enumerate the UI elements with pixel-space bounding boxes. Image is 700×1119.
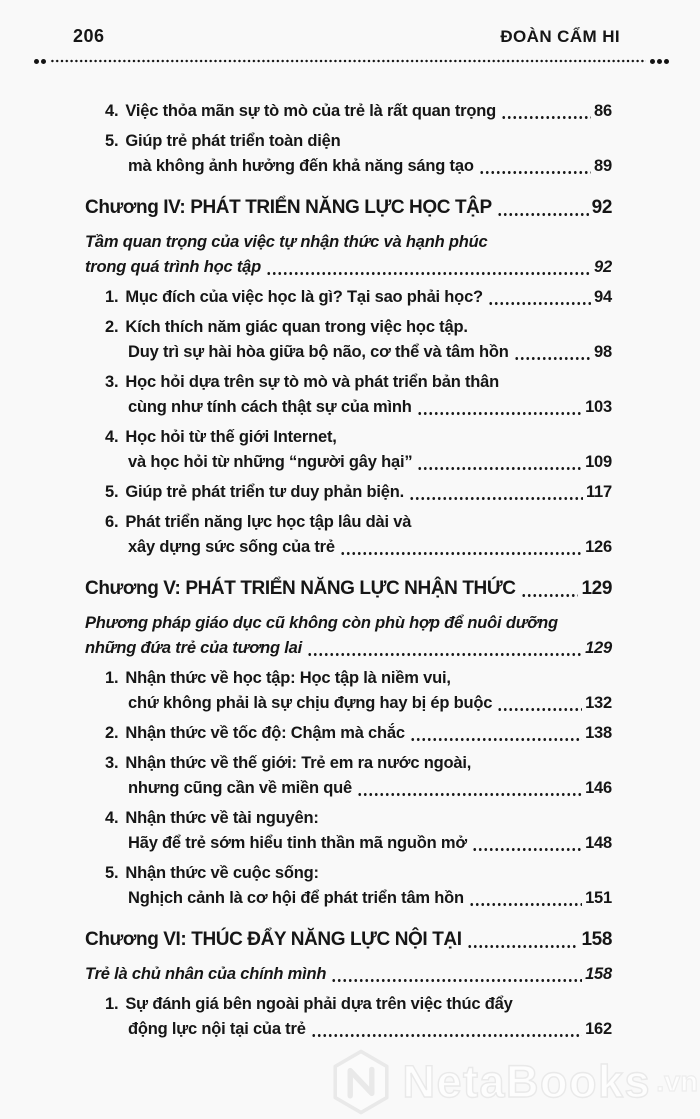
item-title-continued: Hãy để trẻ sớm hiểu tinh thần mã nguồn mở — [128, 834, 467, 852]
page-ref: 86 — [594, 102, 612, 120]
toc-item-row — [105, 751, 612, 801]
watermark-brand: NetaBooks — [402, 1056, 652, 1107]
item-number: 2. — [105, 318, 119, 336]
toc-line — [128, 340, 612, 365]
item-title: Học hỏi dựa trên sự tò mò và phát triển bản thân — [125, 373, 500, 391]
page-ref: 109 — [585, 453, 612, 471]
page-ref: 129 — [581, 578, 612, 599]
item-title: Việc thỏa mãn sự tò mò của trẻ là rất quan trọng — [125, 102, 496, 120]
page-ref: 162 — [585, 1020, 612, 1038]
toc-line — [128, 450, 612, 475]
divider-end-dot — [34, 59, 39, 64]
table-of-contents — [0, 64, 700, 1042]
item-title-continued: động lực nội tại của trẻ — [128, 1020, 306, 1038]
toc-line — [105, 861, 612, 886]
item-title-continued: Duy trì sự hài hòa giữa bộ não, cơ thể và tâm hồn — [128, 343, 509, 361]
toc-line — [105, 370, 612, 395]
toc-line — [85, 962, 612, 987]
dot-leader — [479, 171, 591, 174]
dot-leader — [410, 738, 582, 741]
toc-line — [105, 480, 612, 505]
page-ref: 98 — [594, 343, 612, 361]
page-ref: 151 — [585, 889, 612, 907]
toc-line — [85, 194, 612, 221]
netabooks-hexagon-logo-icon — [331, 1049, 391, 1115]
toc-item-row — [105, 285, 612, 310]
toc-line — [105, 751, 612, 776]
toc-chapter-row — [85, 575, 612, 602]
toc-line — [105, 721, 612, 746]
toc-line — [128, 395, 612, 420]
toc-line — [85, 230, 612, 255]
page-header — [0, 0, 700, 47]
page-ref: 89 — [594, 157, 612, 175]
watermark-domain: .vn — [656, 1065, 698, 1098]
item-number: 1. — [105, 288, 119, 306]
page-ref: 117 — [585, 483, 612, 501]
item-title-continued: xây dựng sức sống của trẻ — [128, 538, 335, 556]
item-title: Phát triển năng lực học tập lâu dài và — [125, 513, 412, 531]
subtitle-text: Trẻ là chủ nhân của chính mình — [85, 965, 327, 983]
toc-line — [128, 886, 612, 911]
item-title: Nhận thức về thế giới: Trẻ em ra nước ngoài, — [125, 754, 472, 772]
item-title: Mục đích của việc học là gì? Tại sao phải học? — [125, 288, 483, 306]
page-ref: 158 — [585, 965, 612, 983]
subtitle-text: Phương pháp giáo dục cũ không còn phù hợp để nuôi dưỡng — [85, 614, 558, 632]
item-title-continued: mà không ảnh hưởng đến khả năng sáng tạo — [128, 157, 474, 175]
toc-item-row — [105, 425, 612, 475]
dot-leader — [417, 467, 582, 470]
page-number: 206 — [73, 26, 105, 46]
toc-item-row — [105, 370, 612, 420]
toc-line — [85, 575, 612, 602]
page-ref: 129 — [585, 639, 612, 657]
toc-line — [128, 1017, 612, 1042]
item-number: 6. — [105, 513, 119, 531]
item-title: Sự đánh giá bên ngoài phải dựa trên việc thúc đẩy — [125, 995, 513, 1013]
toc-line — [128, 776, 612, 801]
toc-subtitle-row — [85, 962, 612, 987]
page-ref: 94 — [594, 288, 612, 306]
divider-end-dot — [650, 59, 655, 64]
item-title: Nhận thức về học tập: Học tập là niềm vui, — [125, 669, 451, 687]
chapter-title: Chương V: PHÁT TRIỂN NĂNG LỰC NHẬN THỨC — [85, 578, 516, 599]
item-title-continued: chứ không phải là sự chịu đựng hay bị ép buộc — [128, 694, 493, 712]
dot-leader — [497, 708, 582, 711]
item-title: Nhận thức về tài nguyên: — [125, 809, 319, 827]
toc-item-row — [105, 666, 612, 716]
item-number: 5. — [105, 864, 119, 882]
dot-leader — [514, 357, 591, 360]
subtitle-text-continued: những đứa trẻ của tương lai — [85, 639, 303, 657]
dot-leader — [311, 1034, 582, 1037]
toc-line — [105, 285, 612, 310]
item-title: Học hỏi từ thế giới Internet, — [125, 428, 337, 446]
toc-item-row — [105, 992, 612, 1042]
item-title: Giúp trẻ phát triển toàn diện — [125, 132, 341, 150]
subtitle-text-continued: trong quá trình học tập — [85, 258, 261, 276]
item-title-continued: nhưng cũng cần về miền quê — [128, 779, 353, 797]
toc-chapter-row — [85, 926, 612, 953]
dot-leader — [340, 552, 582, 555]
subtitle-text: Tầm quan trọng của việc tự nhận thức và hạnh phúc — [85, 233, 488, 251]
toc-line — [128, 831, 612, 856]
item-number: 4. — [105, 428, 119, 446]
dot-leader — [472, 848, 582, 851]
toc-chapter-row — [85, 194, 612, 221]
item-number: 3. — [105, 754, 119, 772]
toc-line — [85, 255, 612, 280]
netabooks-watermark — [331, 1049, 698, 1115]
toc-line — [105, 99, 612, 124]
page-ref: 126 — [585, 538, 612, 556]
toc-item-row — [105, 510, 612, 560]
toc-line — [105, 425, 612, 450]
toc-item-row — [105, 129, 612, 179]
page-ref: 148 — [585, 834, 612, 852]
toc-item-row — [105, 861, 612, 911]
toc-line — [85, 611, 612, 636]
dot-leader — [417, 412, 582, 415]
item-title-continued: cùng như tính cách thật sự của mình — [128, 398, 412, 416]
dot-leader — [357, 793, 582, 796]
item-number: 5. — [105, 483, 119, 501]
item-number: 4. — [105, 102, 119, 120]
divider-end-dot — [664, 59, 669, 64]
item-title: Nhận thức về cuộc sống: — [125, 864, 319, 882]
divider-end-dot — [657, 59, 662, 64]
item-title: Nhận thức về tốc độ: Chậm mà chắc — [125, 724, 405, 742]
toc-item-row — [105, 315, 612, 365]
page-ref: 158 — [581, 929, 612, 950]
toc-subtitle-row — [85, 611, 612, 661]
toc-item-row — [105, 480, 612, 505]
dot-leader — [469, 903, 582, 906]
item-title: Giúp trẻ phát triển tư duy phản biện. — [125, 483, 405, 501]
page-ref: 138 — [585, 724, 612, 742]
item-title: Kích thích năm giác quan trong việc học tập. — [125, 318, 468, 336]
toc-line — [85, 926, 612, 953]
toc-line — [105, 666, 612, 691]
item-title-continued: và học hỏi từ những “người gây hại” — [128, 453, 413, 471]
toc-line — [128, 691, 612, 716]
dot-leader — [467, 945, 579, 948]
chapter-title: Chương IV: PHÁT TRIỂN NĂNG LỰC HỌC TẬP — [85, 197, 492, 218]
dot-leader — [497, 213, 589, 216]
toc-line — [105, 129, 612, 154]
page-ref: 132 — [585, 694, 612, 712]
item-number: 1. — [105, 669, 119, 687]
dot-leader — [266, 272, 591, 275]
page-ref: 92 — [594, 258, 612, 276]
dot-leader — [409, 497, 583, 500]
toc-item-row — [105, 99, 612, 124]
page-ref: 103 — [585, 398, 612, 416]
item-number: 3. — [105, 373, 119, 391]
toc-item-row — [105, 806, 612, 856]
dot-leader — [521, 594, 579, 597]
item-number: 5. — [105, 132, 119, 150]
running-head-author: ĐOÀN CẨM HI — [500, 27, 620, 46]
toc-line — [105, 510, 612, 535]
toc-line — [128, 154, 612, 179]
dot-leader — [501, 116, 591, 119]
chapter-title: Chương VI: THÚC ĐẨY NĂNG LỰC NỘI TẠI — [85, 929, 462, 950]
toc-line — [105, 992, 612, 1017]
toc-subtitle-row — [85, 230, 612, 280]
divider-end-dot — [41, 59, 46, 64]
toc-line — [85, 636, 612, 661]
toc-line — [128, 535, 612, 560]
item-number: 1. — [105, 995, 119, 1013]
page-ref: 92 — [591, 197, 612, 218]
toc-item-row — [105, 721, 612, 746]
dot-leader — [488, 302, 591, 305]
item-number: 4. — [105, 809, 119, 827]
dot-leader — [331, 979, 582, 982]
toc-line — [105, 806, 612, 831]
item-number: 2. — [105, 724, 119, 742]
dot-leader — [307, 653, 582, 656]
page-ref: 146 — [585, 779, 612, 797]
divider-dotted-line — [50, 59, 646, 63]
toc-line — [105, 315, 612, 340]
item-title-continued: Nghịch cảnh là cơ hội để phát triển tâm hồn — [128, 889, 464, 907]
